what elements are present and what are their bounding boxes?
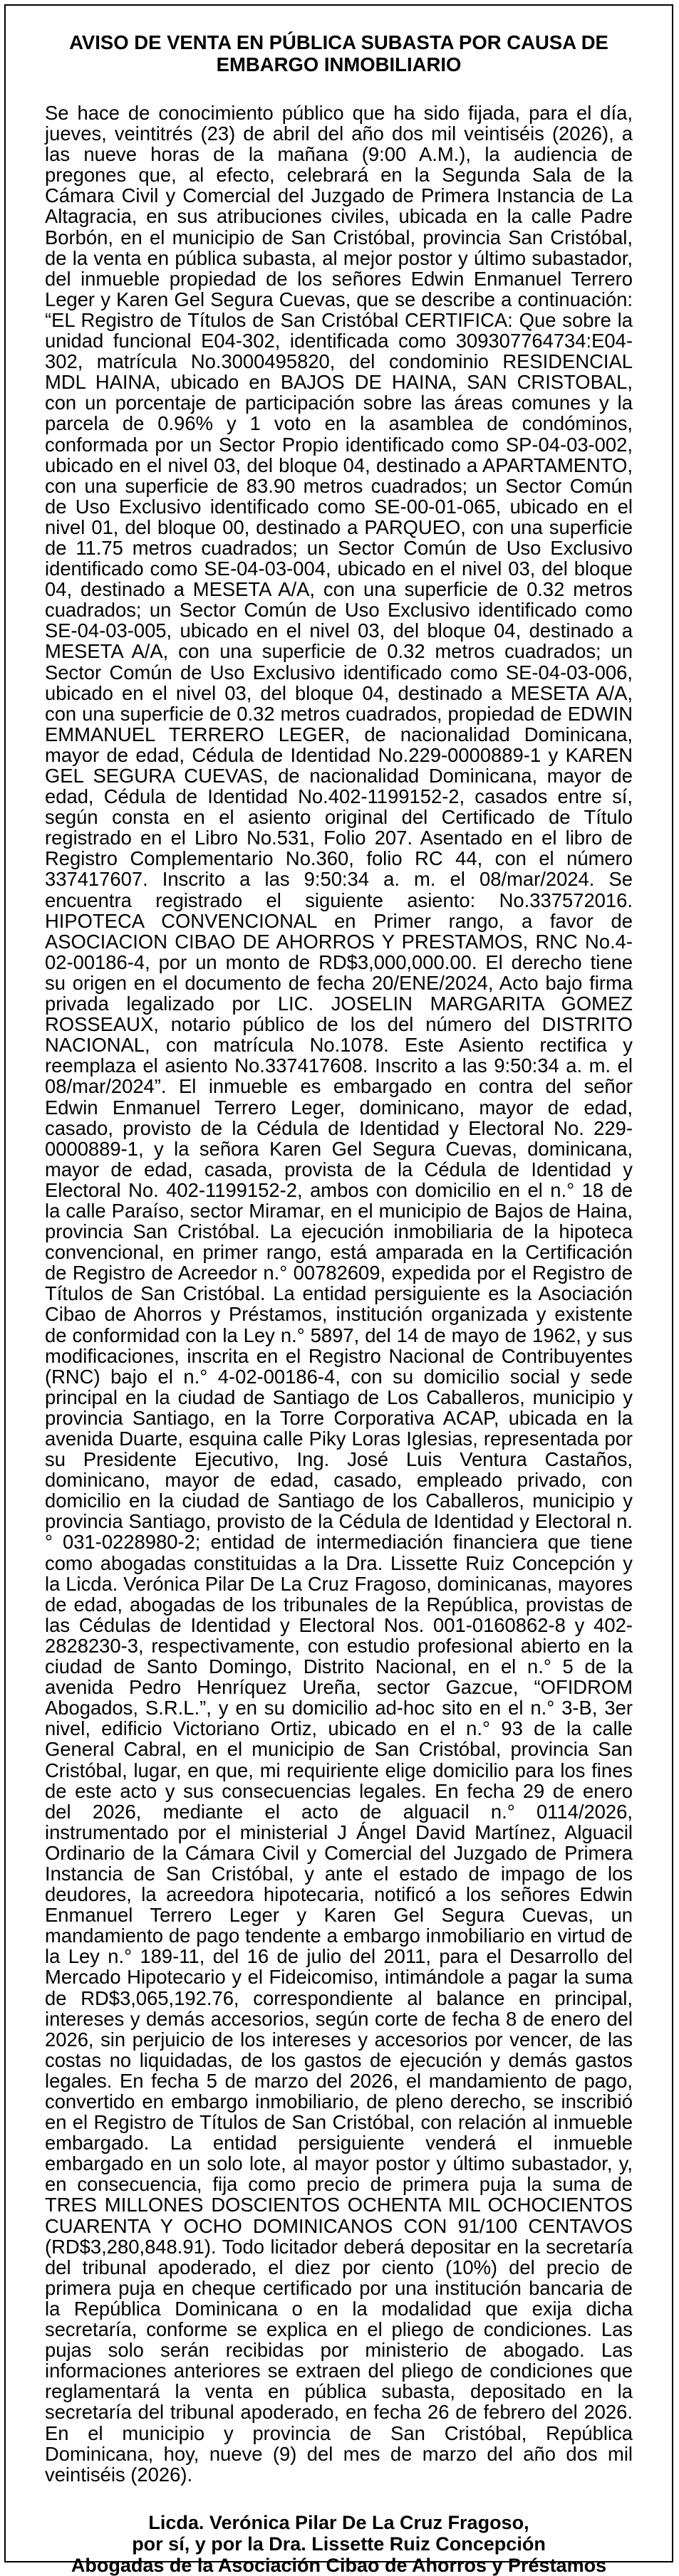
notice-title: AVISO DE VENTA EN PÚBLICA SUBASTA POR CAUSA DE EMBARGO INMOBILIARIO — [69, 31, 608, 75]
signature-line-3: Abogadas de la Asociación Cibao de Ahorros y Préstamos — [71, 2554, 607, 2576]
notice-body: Se hace de conocimiento público que ha sido fijada, para el día, jueves, veintitrés (23) de abril del año dos mil veintiséis (2026), a las nueve horas de la mañana (9:00 A.M.), la audiencia de pregones que, al efecto, celebrará en la Segunda Sala de la Cámara Civil y Comercial del Juzgado de Primera Instancia de La Altagracia, en sus atribuciones civiles, ubicada en la calle Padre Borbón, en el municipio de San Cristóbal, provincia San Cristóbal, de la venta en pública subasta, al mejor postor y último subastador, del inmueble propiedad de los señores Edwin Enmanuel Terrero Leger y Karen Gel Segura Cuevas, que se describe a continuación: “EL Registro de Títulos de San Cristóbal CERTIFICA: Que sobre la unidad funcional E04-302, identificada como 309307764734:E04-302, matrícula No.3000495820, del condominio RESIDENCIAL MDL HAINA, ubicado en BAJOS DE HAINA, SAN CRISTOBAL, con un porcentaje de participación sobre las áreas comunes y la parcela de 0.96% y 1 voto en la asamblea de condóminos, conformada por un Sector Propio identificado como SP-04-03-002, ubicado en el nivel 03, del bloque 04, destinado a APARTAMENTO, con una superficie de 83.90 metros cuadrados; un Sector Común de Uso Exclusivo identificado como SE-00-01-065, ubicado en el nivel 01, del bloque 00, destinado a PARQUEO, con una superficie de 11.75 metros cuadrados; un Sector Común de Uso Exclusivo identificado como SE-04-03-004, ubicado en el nivel 03, del bloque 04, destinado a MESETA A/A, con una superficie de 0.32 metros cuadrados; un Sector Común de Uso Exclusivo identificado como SE-04-03-005, ubicado en el nivel 03, del bloque 04, destinado a MESETA A/A, con una superficie de 0.32 metros cuadrados; un Sector Común de Uso Exclusivo identificado como SE-04-03-006, ubicado en el nivel 03, del bloque 04, destinado a MESETA A/A, con una superficie de 0.32 metros cuadrados, propiedad de EDWIN EMMANUEL TERRERO LEGER, de nacionalidad Dominicana, mayor de edad, Cédula de Identidad No.229-0000889-1 y KAREN GEL SEGURA CUEVAS, de nacionalidad Dominicana, mayor de edad, Cédula de Identidad No.402-1199152-2, casados entre sí, según consta en el asiento original del Certificado de Título registrado en el Libro No.531, Folio 207. Asentado en el libro de Registro Complementario No.360, folio RC 44, con el número 337417607. Inscrito a las 9:50:34 a. m. el 08/mar/2024. Se encuentra registrado el siguiente asiento: No.337572016. HIPOTECA CONVENCIONAL en Primer rango, a favor de ASOCIACION CIBAO DE AHORROS Y PRESTAMOS, RNC No.4-02-00186-4, por un monto de RD$3,000,000.00. El derecho tiene su origen en el documento de fecha 20/ENE/2024, Acto bajo firma privada legalizado por LIC. JOSELIN MARGARITA GOMEZ ROSSEAUX, notario público de los del número del DISTRITO NACIONAL, con matrícula No.1078. Este Asiento rectifica y reemplaza el asiento No.337417608. Inscrito a las 9:50:34 a. m. el 08/mar/2024”. El inmueble es embargado en contra del señor Edwin Enmanuel Terrero Leger, dominicano, mayor de edad, casado, provisto de la Cédula de Identidad y Electoral No. 229-0000889-1, y la señora Karen Gel Segura Cuevas, dominicana, mayor de edad, casada, provista de la Cédula de Identidad y Electoral No. 402-1199152-2, ambos con domicilio en el n.° 18 de la calle Paraíso, sector Miramar, en el municipio de Bajos de Haina, provincia San Cristóbal. La ejecución inmobiliaria de la hipoteca convencional, en primer rango, está amparada en la Certificación de Registro de Acreedor n.° 00782609, expedida por el Registro de Títulos de San Cristóbal. La entidad persiguiente es la Asociación Cibao de Ahorros y Préstamos, institución organizada y existente de conformidad con la Ley n.° 5897, del 14 de mayo de 1962, y sus modificaciones, inscrita en el Registro Nacional de Contribuyentes (RNC) bajo el n.° 4-02-00186-4, con su domicilio social y sede principal en la ciudad de Santiago de Los Caballeros, municipio y provincia Santiago, en la Torre Corporativa ACAP, ubicada en la avenida Duarte, esquina calle Piky Loras Iglesias, representada por su Presidente Ejecutivo, Ing. José Luis Ventura Castaños, dominicano, mayor de edad, casado, empleado privado, con domicilio en la ciudad de Santiago de los Caballeros, municipio y provincia Santiago, provisto de la Cédula de Identidad y Electoral n.° 031-0228980-2; entidad de intermediación financiera que tiene como abogadas constituidas a la Dra. Lissette Ruiz Concepción y la Licda. Verónica Pilar De La Cruz Fragoso, dominicanas, mayores de edad, abogadas de los tribunales de la República, provistas de las Cédulas de Identidad y Electoral Nos. 001-0160862-8 y 402-2828230-3, respectivamente, con estudio profesional abierto en la ciudad de Santo Domingo, Distrito Nacional, en el n.° 5 de la avenida Pedro Henríquez Ureña, sector Gazcue, “OFIDROM Abogados, S.R.L.”, y en su domicilio ad-hoc sito en el n.° 3-B, 3er nivel, edificio Victoriano Ortiz, ubicado en el n.° 93 de la calle General Cabral, en el municipio de San Cristóbal, provincia San Cristóbal, lugar, en que, mi requiriente elige domicilio para los fines de este acto y sus consecuencias legales. En fecha 29 de enero del 2026, mediante el acto de alguacil n.° 0114/2026, instrumentado por el ministerial J Ángel David Martínez, Alguacil Ordinario de la Cámara Civil y Comercial del Juzgado de Primera Instancia de San Cristóbal, y ante el estado de impago de los deudores, la acreedora hipotecaria, notificó a los señores Edwin Enmanuel Terrero Leger y Karen Gel Segura Cuevas, un mandamiento de pago tendente a embargo inmobiliario en virtud de la Ley n.° 189-11, del 16 de julio del 2011, para el Desarrollo del Mercado Hipotecario y el Fideicomiso, intimándole a pagar la suma de RD$3,065,192.76, correspondiente al balance en principal, intereses y demás accesorios, según corte de fecha 8 de enero del 2026, sin perjuicio de los intereses y accesorios por vencer, de las costas no liquidadas, de los gastos de ejecución y demás gastos legales. En fecha 5 de marzo del 2026, el mandamiento de pago, convertido en embargo inmobiliario, de pleno derecho, se inscribió en el Registro de Títulos de San Cristóbal, con relación al inmueble embargado. La entidad persiguiente venderá el inmueble embargado en un solo lote, al mayor postor y último subastador, y, en consecuencia, fija como precio de primera puja la suma de TRES MILLONES DOSCIENTOS OCHENTA MIL OCHOCIENTOS CUARENTA Y OCHO DOMINICANOS CON 91/100 CENTAVOS (RD$3,280,848.91). Todo licitador deberá depositar en la secretaría del tribunal apoderado, el diez por ciento (10%) del precio de primera puja en cheque certificado por una institución bancaria de la República Dominicana o en la modalidad que exija dicha secretaría, conforme se explica en el pliego de condiciones. Las pujas solo serán recibidas por ministerio de abogado. Las informaciones anteriores se extraen del pliego de condiciones que reglamentará la venta en pública subasta, depositado en la secretaría del tribunal apoderado, en fecha 26 de febrero del 2026. En el municipio y provincia de San Cristóbal, República Dominicana, hoy, nueve (9) del mes de marzo del año dos mil veintiséis (2026). — [45, 102, 633, 2486]
signature-line-2: por sí, y por la Dra. Lissette Ruiz Concepción — [132, 2533, 546, 2555]
signature-line-1: Licda. Verónica Pilar De La Cruz Fragoso, — [148, 2511, 529, 2533]
legal-notice — [4, 4, 673, 2576]
signature-block — [45, 2512, 633, 2576]
